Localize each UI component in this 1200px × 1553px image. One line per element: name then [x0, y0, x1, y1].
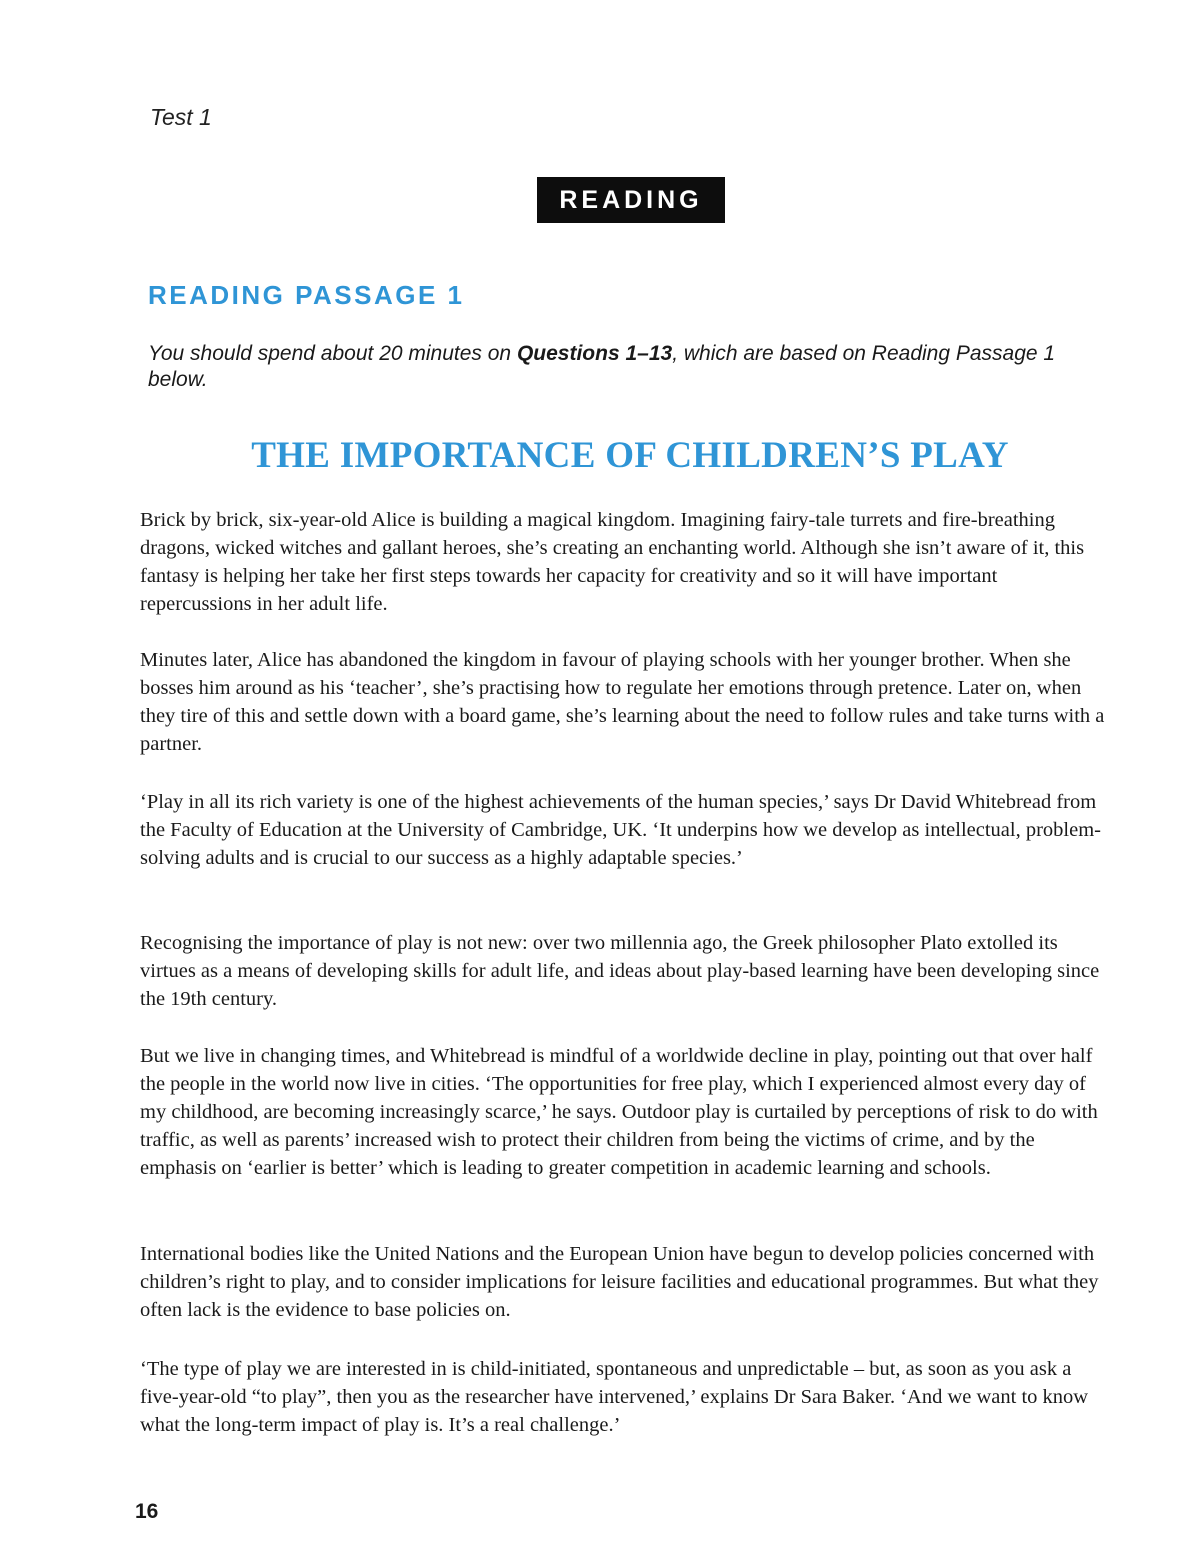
- section-badge: READING: [537, 177, 725, 223]
- paragraph-5: But we live in changing times, and Whitebread is mindful of a worldwide decline in play, pointing out that over half the people in the world now live in cities. ‘The opportunities for free play, which I experienced almost every day of my childhood, are becoming increasingly scarce,’ he says. Outdoor play is curtailed by perceptions of risk to do with traffic, as well as parents’ increased wish to protect their children from being the victims of crime, and by the emphasis on ‘earlier is better’ which is leading to greater competition in academic learning and schools.: [140, 1045, 1098, 1179]
- paragraph-4: Recognising the importance of play is not new: over two millennia ago, the Greek philosopher Plato extolled its virtues as a means of developing skills for adult life, and ideas about play-based learning have been developing since the 19th century.: [140, 932, 1100, 1010]
- instructions-questions: Questions 1–13: [516, 342, 673, 365]
- passage-heading: READING PASSAGE 1: [148, 280, 465, 310]
- article-title: THE IMPORTANCE OF CHILDREN’S PLAY: [251, 435, 1009, 476]
- instructions-lead: You should spend about 20 minutes on: [148, 342, 517, 365]
- paragraph-6: International bodies like the United Nations and the European Union have begun to develop policies concerned with children’s right to play, and to consider implications for leisure facilities and educational programmes. But what they often lack is the evidence to base policies on.: [140, 1243, 1099, 1321]
- paragraph-1: Brick by brick, six-year-old Alice is building a magical kingdom. Imagining fairy-tale turrets and fire-breathing dragons, wicked witches and gallant heroes, she’s creating an enchanting world. Although she isn’t aware of it, this fantasy is helping her take her first steps towards her capacity for creativity and so it will have important repercussions in her adult life.: [140, 509, 1085, 615]
- paragraph-3: ‘Play in all its rich variety is one of the highest achievements of the human species,’ says Dr David Whitebread from the Faculty of Education at the University of Cambridge, UK. ‘It underpins how we develop as intellectual, problem-solving adults and is crucial to our success as a highly adaptable species.’: [140, 791, 1101, 869]
- paragraph-2: Minutes later, Alice has abandoned the kingdom in favour of playing schools with her younger brother. When she bosses him around as his ‘teacher’, she’s practising how to regulate her emotions through pretence. Later on, when they tire of this and settle down with a board game, she’s learning about the need to follow rules and take turns with a partner.: [140, 649, 1105, 755]
- running-header: Test 1: [150, 104, 212, 130]
- instructions: [148, 341, 1108, 393]
- instructions-tail: , which are based on Reading Passage 1 below.: [148, 342, 1056, 391]
- paragraph-7: ‘The type of play we are interested in is child-initiated, spontaneous and unpredictable – but, as soon as you ask a five-year-old “to play”, then you as the researcher have intervened,’ explains Dr Sara Baker. ‘And we want to know what the long-term impact of play is. It’s a real challenge.’: [140, 1358, 1089, 1436]
- page-number: 16: [135, 1500, 159, 1523]
